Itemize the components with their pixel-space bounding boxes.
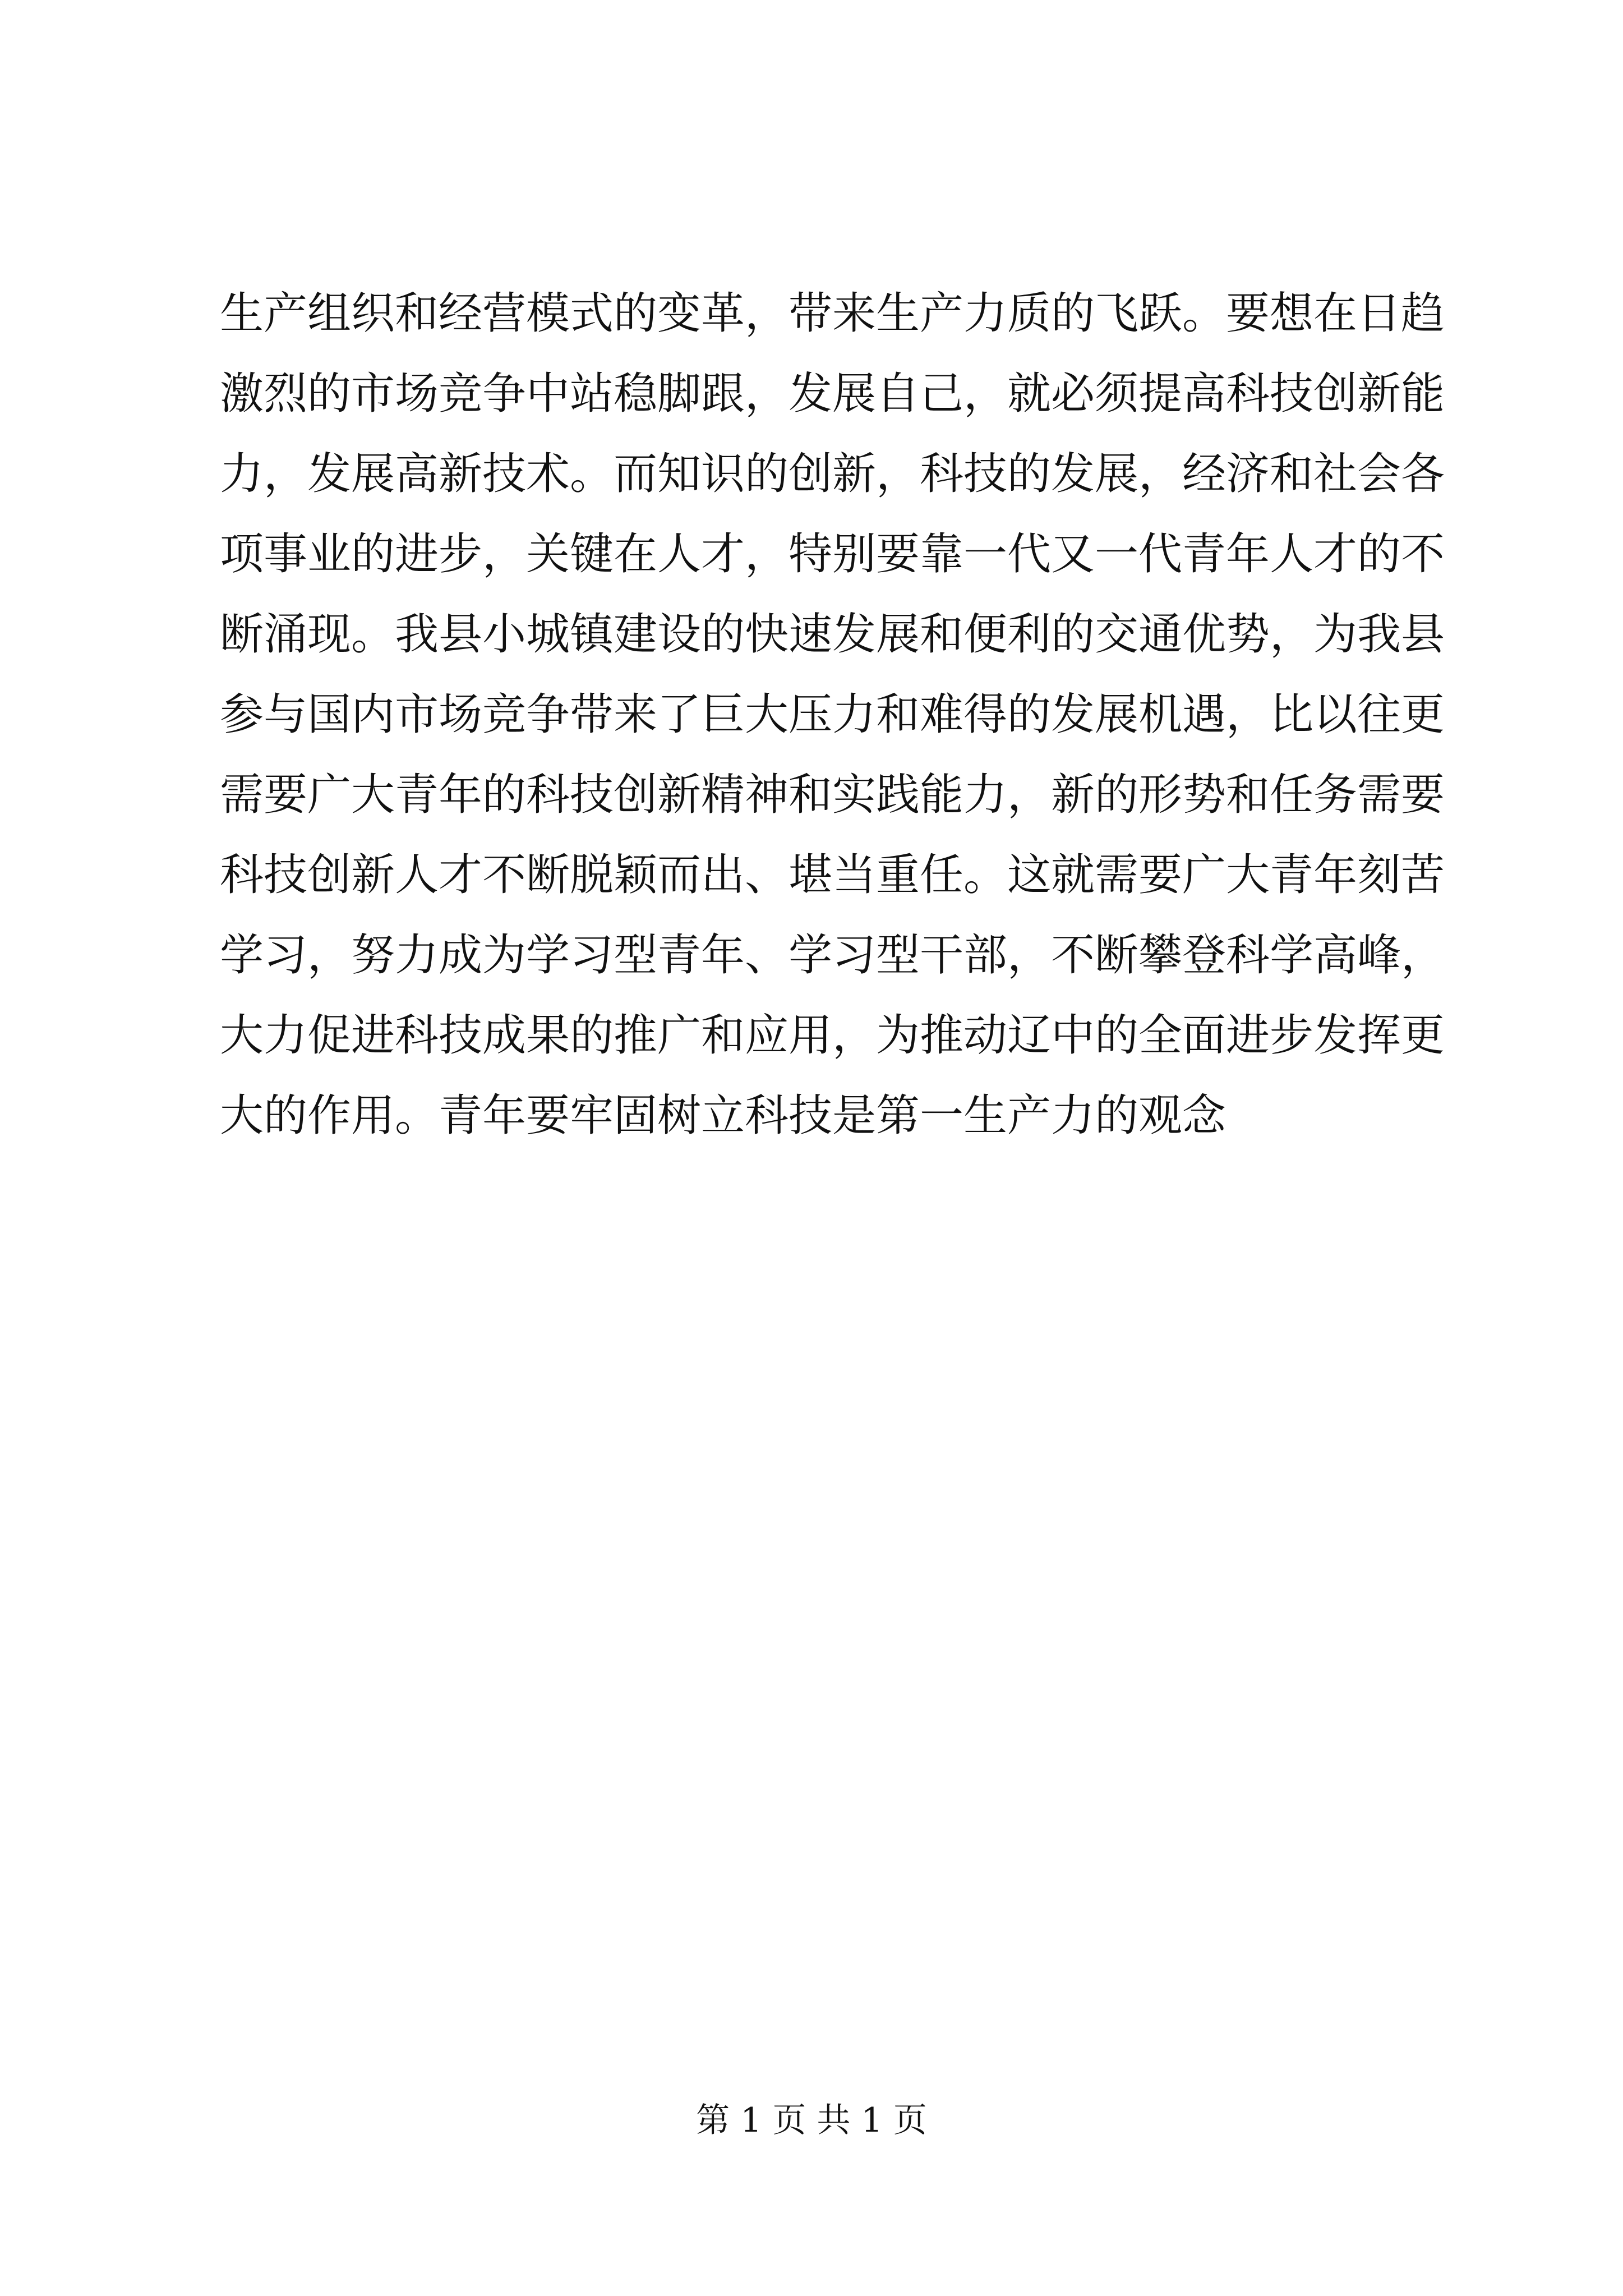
paragraph-line: 力，发展高新技术。而知识的创新，科技的发展，经济和社会各 bbox=[220, 449, 1445, 499]
paragraph-line: 大的作用。青年要牢固树立科技是第一生产力的观念 bbox=[220, 1091, 1227, 1141]
paragraph-line: 项事业的进步，关键在人才，特别要靠一代又一代青年人才的不 bbox=[220, 529, 1445, 579]
paragraph-line: 大力促进科技成果的推广和应用，为推动辽中的全面进步发挥更 bbox=[220, 1010, 1445, 1061]
paragraph-line: 需要广大青年的科技创新精神和实践能力，新的形势和任务需要 bbox=[220, 770, 1445, 820]
paragraph-line: 断涌现。我县小城镇建设的快速发展和便利的交通优势，为我县 bbox=[220, 609, 1445, 660]
paragraph-line: 学习，努力成为学习型青年、学习型干部，不断攀登科学高峰， bbox=[220, 930, 1445, 981]
paragraph-line: 科技创新人才不断脱颖而出、堪当重任。这就需要广大青年刻苦 bbox=[220, 850, 1445, 900]
paragraph-line: 生产组织和经营模式的变革，带来生产力质的飞跃。要想在日趋 bbox=[220, 288, 1445, 339]
body-paragraph bbox=[220, 274, 1445, 1156]
paragraph-line: 激烈的市场竞争中站稳脚跟，发展自己，就必须提高科技创新能 bbox=[220, 369, 1445, 419]
paragraph-line: 参与国内市场竞争带来了巨大压力和难得的发展机遇，比以往更 bbox=[220, 689, 1445, 740]
page-number-footer: 第 1 页 共 1 页 bbox=[696, 2101, 927, 2140]
